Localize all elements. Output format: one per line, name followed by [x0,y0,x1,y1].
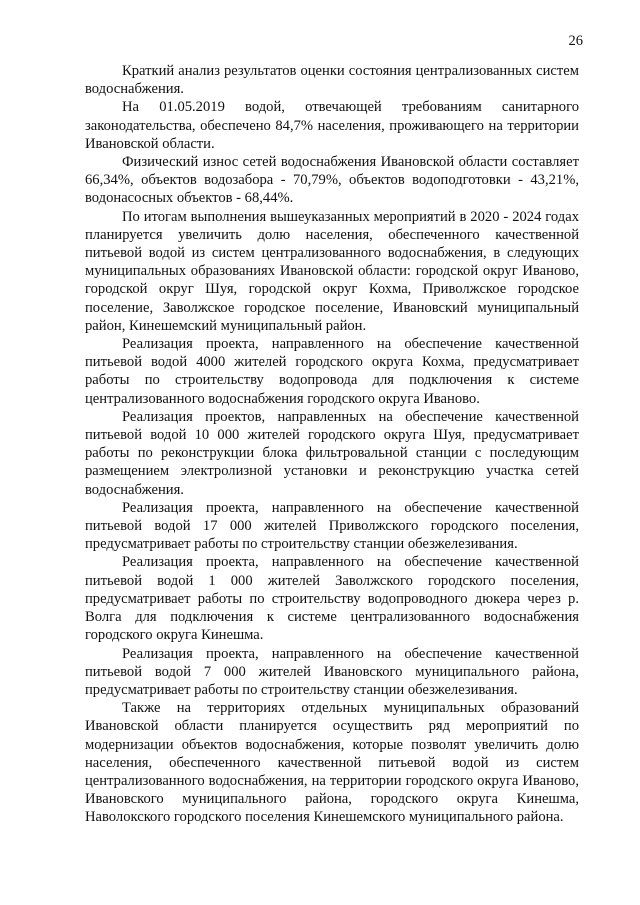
paragraph-project-kokhma: Реализация проекта, направленного на обеспечение качественной питьевой водой 4000 жителей городского округа Кохма, предусматривает работы по строительству водопровода для подключения к системе централизованного водоснабжения городского округа Иваново. [85,336,579,407]
paragraph-network-wear: Физический износ сетей водоснабжения Ивановской области составляет 66,34%, объектов водозабора - 70,79%, объектов водоподготовки - 43,21%, водонасосных объектов - 68,44%. [85,154,579,207]
paragraph-analysis-intro: Краткий анализ результатов оценки состояния централизованных систем водоснабжения. [85,63,579,98]
paragraph-project-zavolzhsk: Реализация проекта, направленного на обеспечение качественной питьевой водой 1 000 жителей Заволжского городского поселения, предусматривает работы по строительству водопроводного дюкера через р. Волга для подключения к системе централизованного водоснабжения городского округа Кинешма. [85,554,579,644]
paragraph-project-ivanovo-district: Реализация проекта, направленного на обеспечение качественной питьевой водой 7 000 жителей Ивановского муниципального района, предусматривает работы по строительству станции обезжелезивания. [85,645,579,698]
paragraph-planned-increase: По итогам выполнения вышеуказанных мероприятий в 2020 - 2024 годах планируется увеличить долю населения, обеспеченного качественной питьевой водой из систем централизованного водоснабжения, в следующих муниципальных образованиях Ивановской области: городской округ Иваново, городской округ Шуя, городской округ Кохма, Приволжское городское поселение, Заволжское городское поселение, Ивановский муниципальный район, Кинешемский муниципальный район. [85,208,579,334]
paragraph-project-privolzhsk: Реализация проекта, направленного на обеспечение качественной питьевой водой 17 000 жителей Приволжского городского поселения, предусматривает работы по строительству станции обезжелезивания. [85,499,579,553]
page-number: 26 [568,33,583,49]
paragraph-modernization: Также на территориях отдельных муниципальных образований Ивановской области планируется осуществить ряд мероприятий по модернизации объектов водоснабжения, которые позволят увеличить долю населения, обеспеченного качественной питьевой водой из систем централизованного водоснабжения, на территории городского округа Иваново, Ивановского муниципального района, городского округа Кинешма, Наволокского городского поселения Кинешемского муниципального района. [85,700,579,826]
paragraph-project-shuya: Реализация проектов, направленных на обеспечение качественной питьевой водой 10 000 жителей городского округа Шуя, предусматривает работы по реконструкции блока фильтровальной станции с последующим размещением электролизной установки и реконструкцию участка сетей водоснабжения. [85,408,579,498]
paragraph-population-coverage: На 01.05.2019 водой, отвечающей требованиям санитарного законодательства, обеспечено 84,7% населения, проживающего на территории Ивановской области. [85,99,579,152]
document-body [85,62,579,827]
